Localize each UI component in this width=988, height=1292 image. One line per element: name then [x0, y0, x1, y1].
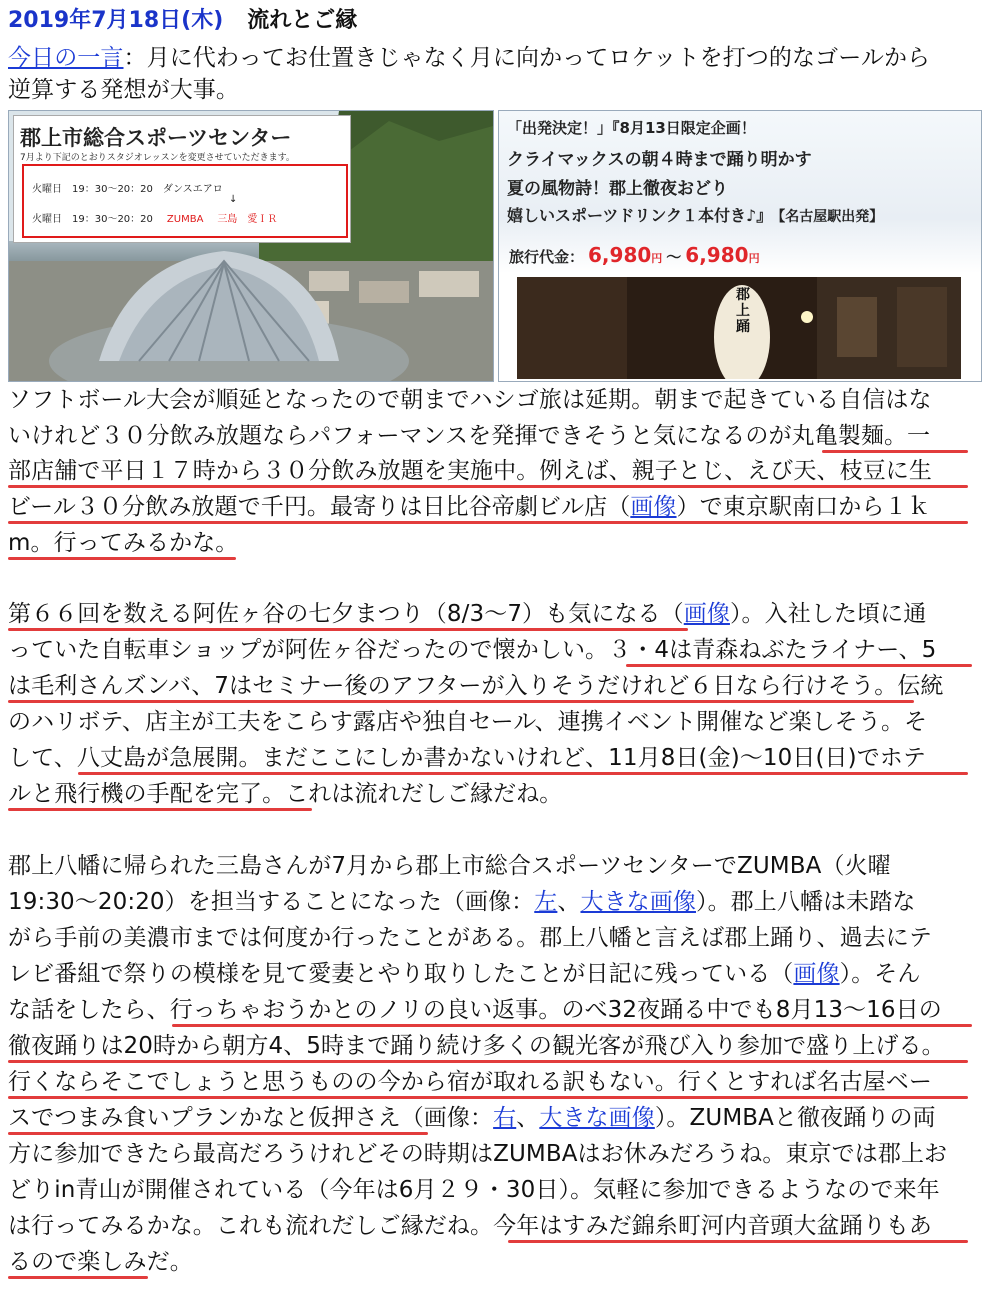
underline-mark	[78, 772, 968, 775]
para3-line-2: 19:30〜20:20）を担当することになった（画像：左、大きな画像）。郡上八幡は未踏な	[8, 889, 916, 915]
para2-line-1: 第６６回を数える阿佐ヶ谷の七夕まつり（8/3〜7）も気になる（画像）。入社した頃に通	[8, 601, 927, 627]
underline-mark	[8, 1132, 428, 1135]
para1-line-4: ビール３０分飲み放題で千円。最寄りは日比谷帝劇ビル店（画像）で東京駅南口から１ｋ	[8, 494, 931, 520]
underline-mark	[8, 521, 968, 524]
instructor-name: 三島 愛ＩＲ	[217, 214, 278, 225]
left-image-link[interactable]: 左	[534, 889, 558, 915]
underline-mark	[8, 557, 236, 560]
underline-mark	[626, 664, 972, 667]
para2-line-5: して、八丈島が急展開。まだここにしか書かないけれど、11月8日(金)〜10日(日)でホテ	[8, 745, 926, 771]
sports-center-image[interactable]	[8, 110, 494, 382]
underline-mark	[8, 808, 312, 811]
para1-line-3: 部店舗で平日１７時から３０分飲み放題を実施中。例えば、親子とじ、えび天、枝豆に生	[8, 458, 932, 484]
change-arrow: ↓	[229, 194, 238, 205]
underline-mark	[508, 1240, 968, 1243]
para3-image-link[interactable]: 画像	[793, 961, 840, 987]
para2-line-4: のハリボテ、店主が工夫をこらす露店や独自セール、連携イベント開催など楽しそう。そ	[8, 709, 928, 735]
underline-mark	[822, 450, 968, 453]
para1-line-5: m。行ってみるかな。	[8, 530, 239, 556]
para3-line-9: 方に参加できたら最高だろうけれどその時期はZUMBAはお休みだろうね。東京では郡上お	[8, 1141, 948, 1167]
price-row: 旅行代金： 6,980円 ～ 6,980円	[509, 243, 760, 267]
schedule-box	[22, 164, 348, 238]
right-image-link[interactable]: 右	[493, 1105, 517, 1131]
para3-line-11: は行ってみるかな。これも流れだしご縁だね。今年はすみだ錦糸町河内音頭大盆踊りもあ	[8, 1213, 932, 1239]
para3-line-5: な話をしたら、行っちゃおうかとのノリの良い返事。のべ32夜踊る中でも8月13〜16日の	[8, 997, 942, 1023]
large-image-link-2[interactable]: 大きな画像	[539, 1105, 655, 1131]
large-image-link-1[interactable]: 大きな画像	[580, 889, 696, 915]
underline-mark	[8, 1096, 968, 1099]
flyer-line-2: クライマックスの朝４時まで踊り明かす	[507, 150, 812, 170]
price-min: 6,980	[588, 243, 652, 267]
lesson-change-notice: 7月より下記のとおりスタジオレッスンを変更させていただきます。	[20, 153, 295, 163]
price-max: 6,980	[685, 243, 749, 267]
schedule-row-old: 火曜日 19：30〜20：20 ダンスエアロ	[32, 184, 223, 195]
quote-link[interactable]: 今日の一言	[8, 45, 124, 71]
para3-line-3: がら手前の美濃市までは何度か行ったことがある。郡上八幡と言えば郡上踊り、過去にテ	[8, 925, 932, 951]
underline-mark	[8, 1276, 148, 1279]
lantern-text: 郡上踊	[736, 287, 750, 335]
para2-line-3: は毛利さんズンバ、7はセミナー後のアフターが入りそうだけれど６日なら行けそう。伝統	[8, 673, 944, 699]
underline-mark	[8, 485, 968, 488]
entry-header	[8, 6, 357, 36]
schedule-row-new: 火曜日 19：30〜20：20 ZUMBA 三島 愛ＩＲ	[32, 214, 278, 225]
para3-line-1: 郡上八幡に帰られた三島さんが7月から郡上市総合スポーツセンターでZUMBA（火曜	[8, 853, 891, 879]
para3-line-7: 行くならそこでしょうと思うものの今から宿が取れる訳もない。行くとすれば名古屋ベー	[8, 1069, 932, 1095]
lesson-notice-panel	[13, 115, 351, 243]
para3-line-6: 徹夜踊りは20時から朝方4、5時まで踊り続け多くの観光客が飛び入り参加で盛り上げる。	[8, 1033, 945, 1059]
tour-flyer-image[interactable]	[498, 110, 982, 382]
underline-mark	[8, 700, 914, 703]
departure-label: 【名古屋駅出発】	[778, 209, 884, 225]
para3-line-12: るので楽しみだ。	[8, 1249, 193, 1275]
entry-date: 2019年7月18日(木)	[8, 8, 224, 33]
para2-line-2: っていた自転車ショップが阿佐ヶ谷だったので懐かしい。３・4は青森ねぶたライナー、5	[8, 637, 937, 663]
flyer-line-1: 「出発決定！」『8月13日限定企画！	[507, 119, 756, 137]
sports-center-heading: 郡上市総合スポーツセンター	[20, 126, 292, 150]
para1-line-2: いけれど３０分飲み放題ならパフォーマンスを発揮できそうと気になるのが丸亀製麺。一	[8, 423, 931, 449]
quote-line-2: 逆算する発想が大事。	[8, 77, 239, 103]
para3-line-4: レビ番組で祭りの模様を見て愛妻とやり取りしたことが日記に残っている（画像）。そん	[8, 961, 921, 987]
underline-mark	[172, 1024, 972, 1027]
quote-line-1: 今日の一言：月に代わってお仕置きじゃなく月に向かってロケットを打つ的なゴールから	[8, 45, 931, 71]
para1-line-1: ソフトボール大会が順延となったので朝までハシゴ旅は延期。朝まで起きている自信はな	[8, 387, 932, 413]
flyer-line-3: 夏の風物詩！郡上徹夜おどり	[507, 179, 728, 199]
para2-line-6: ルと飛行機の手配を完了。これは流れだしご縁だね。	[8, 781, 563, 807]
underline-mark	[8, 628, 688, 631]
flyer-line-4: 嬉しいスポーツドリンク１本付き♪』 【名古屋駅出発】	[507, 206, 884, 225]
para3-line-8: スでつまみ食いプランかなと仮押さえ（画像：右、大きな画像）。ZUMBAと徹夜踊りの両	[8, 1105, 936, 1131]
para1-image-link[interactable]: 画像	[630, 494, 677, 520]
para3-line-10: どりin青山が開催されている（今年は6月２９・30日）。気軽に参加できるようなので来年	[8, 1177, 940, 1203]
underline-mark	[8, 1060, 968, 1063]
para2-image-link[interactable]: 画像	[683, 601, 730, 627]
zumba-label: ZUMBA	[166, 214, 204, 225]
entry-title: 流れとご縁	[247, 8, 358, 33]
